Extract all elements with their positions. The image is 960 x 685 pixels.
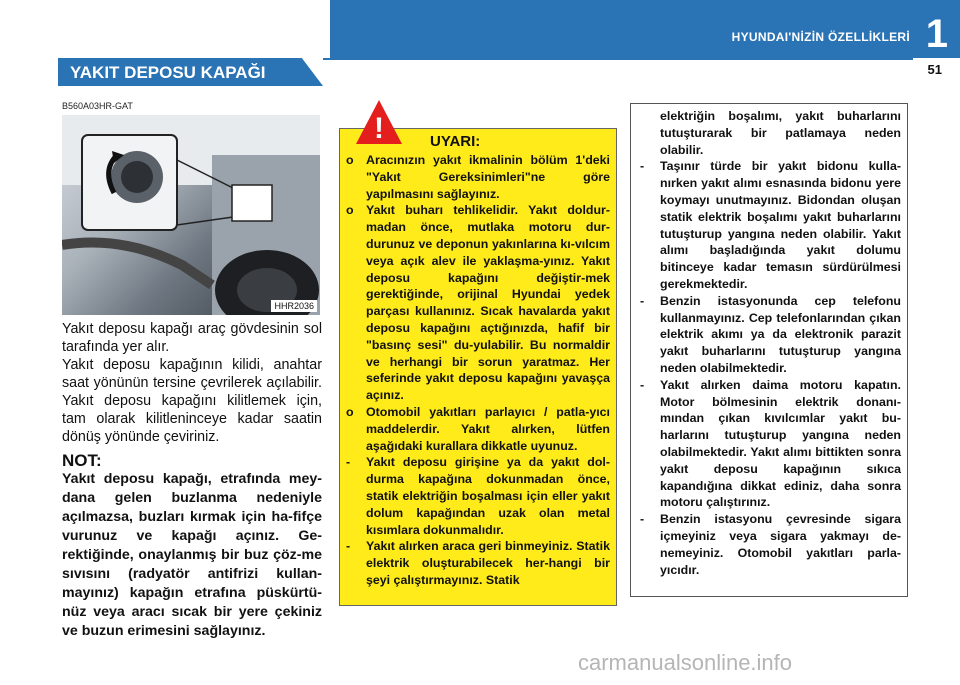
warning-title: UYARI: [430,133,481,150]
list-item [640,158,901,292]
warning-list [346,152,610,589]
note-title: NOT: [62,451,102,470]
warning-icon-glyph: ! [374,112,384,145]
list-item [346,404,610,454]
header-divider [323,58,913,60]
item-text: Yakıt alırken araca geri binmeyiniz. Statik elektrik oluşturabilecek her-hangi bir şeyi çalıştırmayınız. Statik [366,539,610,587]
bullet: - [640,512,645,527]
continuation-text: elektriğin boşalımı, yakıt buharlarını tutuşturarak bir patlamaya neden olabilir. [660,109,901,157]
item-text: Otomobil yakıtları parlayıcı / patla-yıcı maddelerdir. Yakıt alırken, lütfen aşağıdaki kurallara dikkatle uyunuz. [366,404,610,453]
list-item [346,202,610,404]
figure-label: HHR2036 [271,300,317,312]
bullet: - [640,377,645,392]
bullet: - [346,455,351,470]
item-text: Taşınır türde bir yakıt bidonu kulla-nırken yakıt alımı esnasında bidonu yere koymayı unutmayınız. Bidondan oluşan statik elektrik boşalımı yakıt buharlarını tutuşturup yangına neden olabilir. Yakıt alımı başladığında yakıt dolumu bitinceye kadar temasın sürdürülmesi gerekmektedir. [660,159,901,291]
item-text: Benzin istasyonunda cep telefonu kullanmayınız. Cep telefonlarından çıkan elektrik akımı ya da elektronik parazit yakıt buharlarını tutuşturup yangına neden olabilmektedir. [660,293,901,375]
header-band [330,0,960,58]
item-text: Yakıt alırken daima motoru kapatın. Motor bölmesinin elektrik donanı-mından çıkan kıvılcımlar yakıt bu-harlarını tutuşturup yangına neden olabilmektedir. Yakıt alımı bittikten sonra yakıt deposu kapağının sıkıca kapandığına dikkat ediniz, daha sonra motoru çalıştırınız. [660,377,901,510]
list-item [640,511,901,578]
bullet: - [346,539,351,554]
warning-triangle-icon [354,98,404,146]
paragraph: Yakıt deposu kapağının kilidi, anahtar saat yönünün tersine çevrilerek açılabilir. Yakıt deposu kapağını kilitlemek için, tam olarak kilitleninceye kadar saatin dönüş yönünde çeviriniz. [62,357,322,445]
paragraph: Yakıt deposu kapağı araç gövdesinin sol tarafında yer alır. [62,321,322,355]
list-item [640,293,901,377]
list-item [346,454,610,538]
item-text: Benzin istasyonu çevresinde sigara içmeyiniz veya sigara yakmayı de-nemeyiniz. Otomobil yakıtları parla-yıcıdır. [660,512,901,577]
chapter-number: 1 [925,12,948,56]
page-number: 51 [927,62,942,77]
note-body: Yakıt deposu kapağı, etrafında mey-dana gelen buzlanma nedeniyle açılmazsa, buzları kırmak için ha-fifçe vurunuz ve kapağı açınız. Ge-rektiğinde, onaylanmış bir buz çöz-me sıvısını (radyatör antifrizi kullan-mayınız) kapağın etrafına püskürtü-nüz veya aracı sıcak bir yere çekiniz ve buzun erimesini sağlayınız. [62,471,322,639]
fuel-cap-photo [62,115,320,315]
intro-text [62,320,322,446]
item-text: Aracınızın yakıt ikmalinin bölüm 1'deki "Yakıt Gereksinimleri"ne göre yapılmasını sağlayınız. [366,153,610,201]
continued-warning-list [640,108,901,578]
watermark: carmanualsonline.info [578,650,793,675]
bullet: o [346,203,354,218]
item-text: Yakıt buharı tehlikelidir. Yakıt doldur-madan önce, mutlaka motoru dur-durunuz ve deponun yakınlarına kı-vılcım veya açık alev ile yaklaşma-yınız. Yakıt deposu kapağını değiştir-mek gerektiğinde, orijinal Hyundai yedek parçası kullanınız. Sıcak havalarda yakıt deposu kapağını açtığınızda, hafif bir "basınç sesi" du-yulabilir. Bu normaldir ve herhangi bir sorun yaratmaz. Her seferinde yakıt deposu kapağını yavaşça açınız. [366,203,610,403]
list-item [640,377,901,511]
bullet: - [640,159,645,174]
chapter-label: HYUNDAI'NİZİN ÖZELLİKLERİ [731,30,910,44]
fuel-cap-illustration [62,115,320,315]
list-item [346,538,610,588]
figure-code: B560A03HR-GAT [62,101,133,111]
section-title: YAKIT DEPOSU KAPAĞI [70,63,266,82]
item-text: Yakıt deposu girişine ya da yakıt dol-durma kapağına dokunmadan önce, statik elektriğin boşalması için eller yakıt dolum kapağından uzak olan metal kısımlara dokunmalıdır. [366,455,610,537]
bullet: o [346,153,354,167]
list-item [346,152,610,202]
bullet: - [640,293,645,308]
bullet: o [346,404,354,419]
